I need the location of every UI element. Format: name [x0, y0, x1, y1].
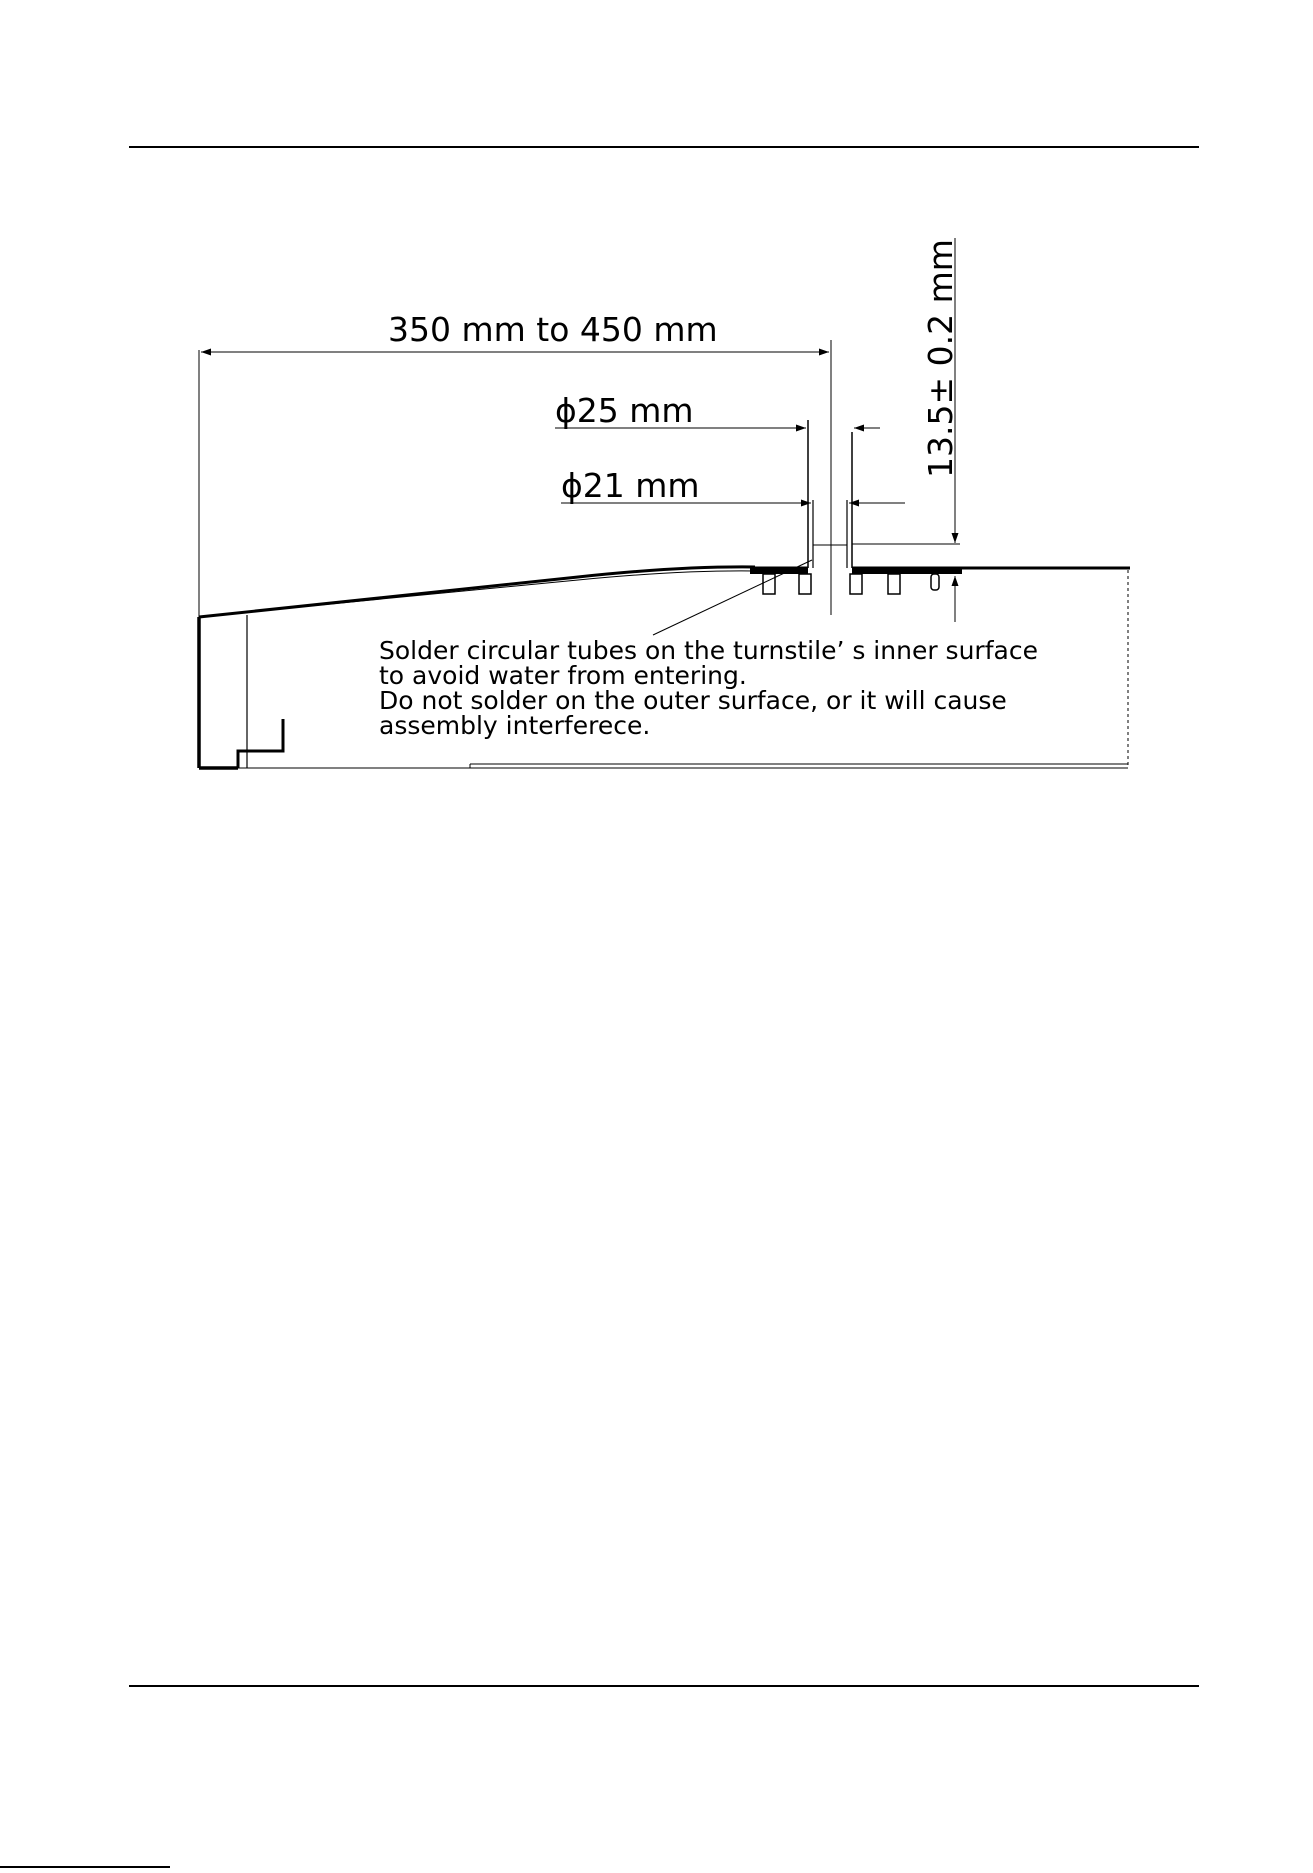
note-line-3: Do not solder on the outer surface, or it will cause — [379, 686, 1007, 715]
footer-strip — [0, 1866, 170, 1868]
tube-and-studs — [763, 350, 939, 615]
dimension-inner-diameter — [561, 466, 905, 505]
outer-diameter-label: ϕ25 mm — [555, 391, 694, 430]
solder-note — [379, 636, 1038, 740]
footer-rule — [129, 1685, 1199, 1687]
inner-diameter-label: ϕ21 mm — [561, 466, 700, 505]
width-label: 350 mm to 450 mm — [388, 310, 718, 349]
note-line-1: Solder circular tubes on the turnstile’ s inner surface — [379, 636, 1038, 665]
note-line-4: assembly interferece. — [379, 711, 651, 740]
note-line-2: to avoid water from entering. — [379, 661, 747, 690]
height-tolerance-label: 13.5± 0.2 mm — [921, 239, 960, 478]
dimension-height — [852, 238, 960, 622]
